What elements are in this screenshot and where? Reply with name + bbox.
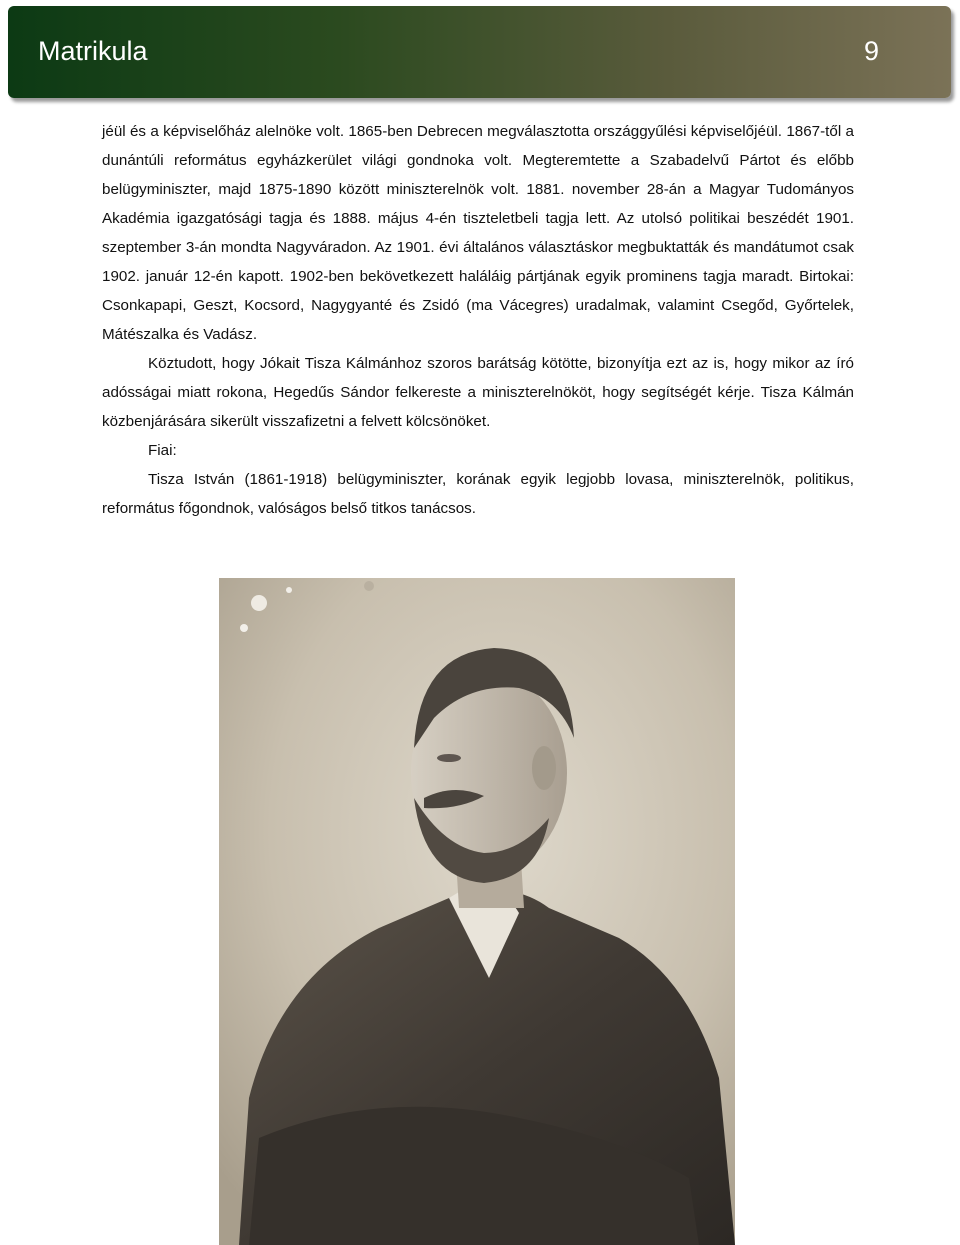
paragraph-3: Fiai: bbox=[148, 442, 177, 459]
portrait-photo bbox=[219, 578, 735, 1245]
page-number: 9 bbox=[863, 36, 879, 66]
header-title: Matrikula bbox=[38, 36, 148, 66]
portrait-illustration bbox=[219, 578, 735, 1245]
page-header bbox=[8, 6, 951, 98]
body-text bbox=[102, 117, 854, 523]
paragraph-1: jéül és a képviselőház alelnöke volt. 1865-ben Debrecen megválasztotta országgyűlési képviselőjéül. 1867-től a dunántúli református egyházkerület világi gondnoka volt. Megteremtette a Szabadelvű Pártot és előbb belügyminiszter, majd 1875-1890 között miniszterelnök volt. 1881. november 28-án a Magyar Tudományos Akadémia igazgatósági tagja és 1888. május 4-én tiszteletbeli tagja lett. Az utolsó politikai beszédét 1901. szeptember 3-án mondta Nagyváradon. Az 1901. évi általános választáskor megbuktatták és mandátumot csak 1902. január 12-én kapott. 1902-ben bekövetkezett haláláig pártjának egyik prominens tagja maradt. Birtokai: Csonkapapi, Geszt, Kocsord, Nagygyanté és Zsidó (ma Vácegres) uradalmak, valamint Csegőd, Győrtelek, Mátészalka és Vadász. bbox=[102, 123, 854, 343]
paragraph-2: Köztudott, hogy Jókait Tisza Kálmánhoz szoros barátság kötötte, bizonyítja ezt az is, hogy mikor az író adósságai miatt rokona, Hegedűs Sándor felkereste a miniszterelnököt, hogy segítségét kérje. Tisza Kálmán közbenjárására sikerült visszafizetni a felvett kölcsönöket. bbox=[102, 355, 854, 430]
paragraph-4: Tisza István (1861-1918) belügyminiszter, korának egyik legjobb lovasa, miniszterelnök, politikus, református főgondnok, valóságos belső titkos tanácsos. bbox=[102, 471, 854, 517]
